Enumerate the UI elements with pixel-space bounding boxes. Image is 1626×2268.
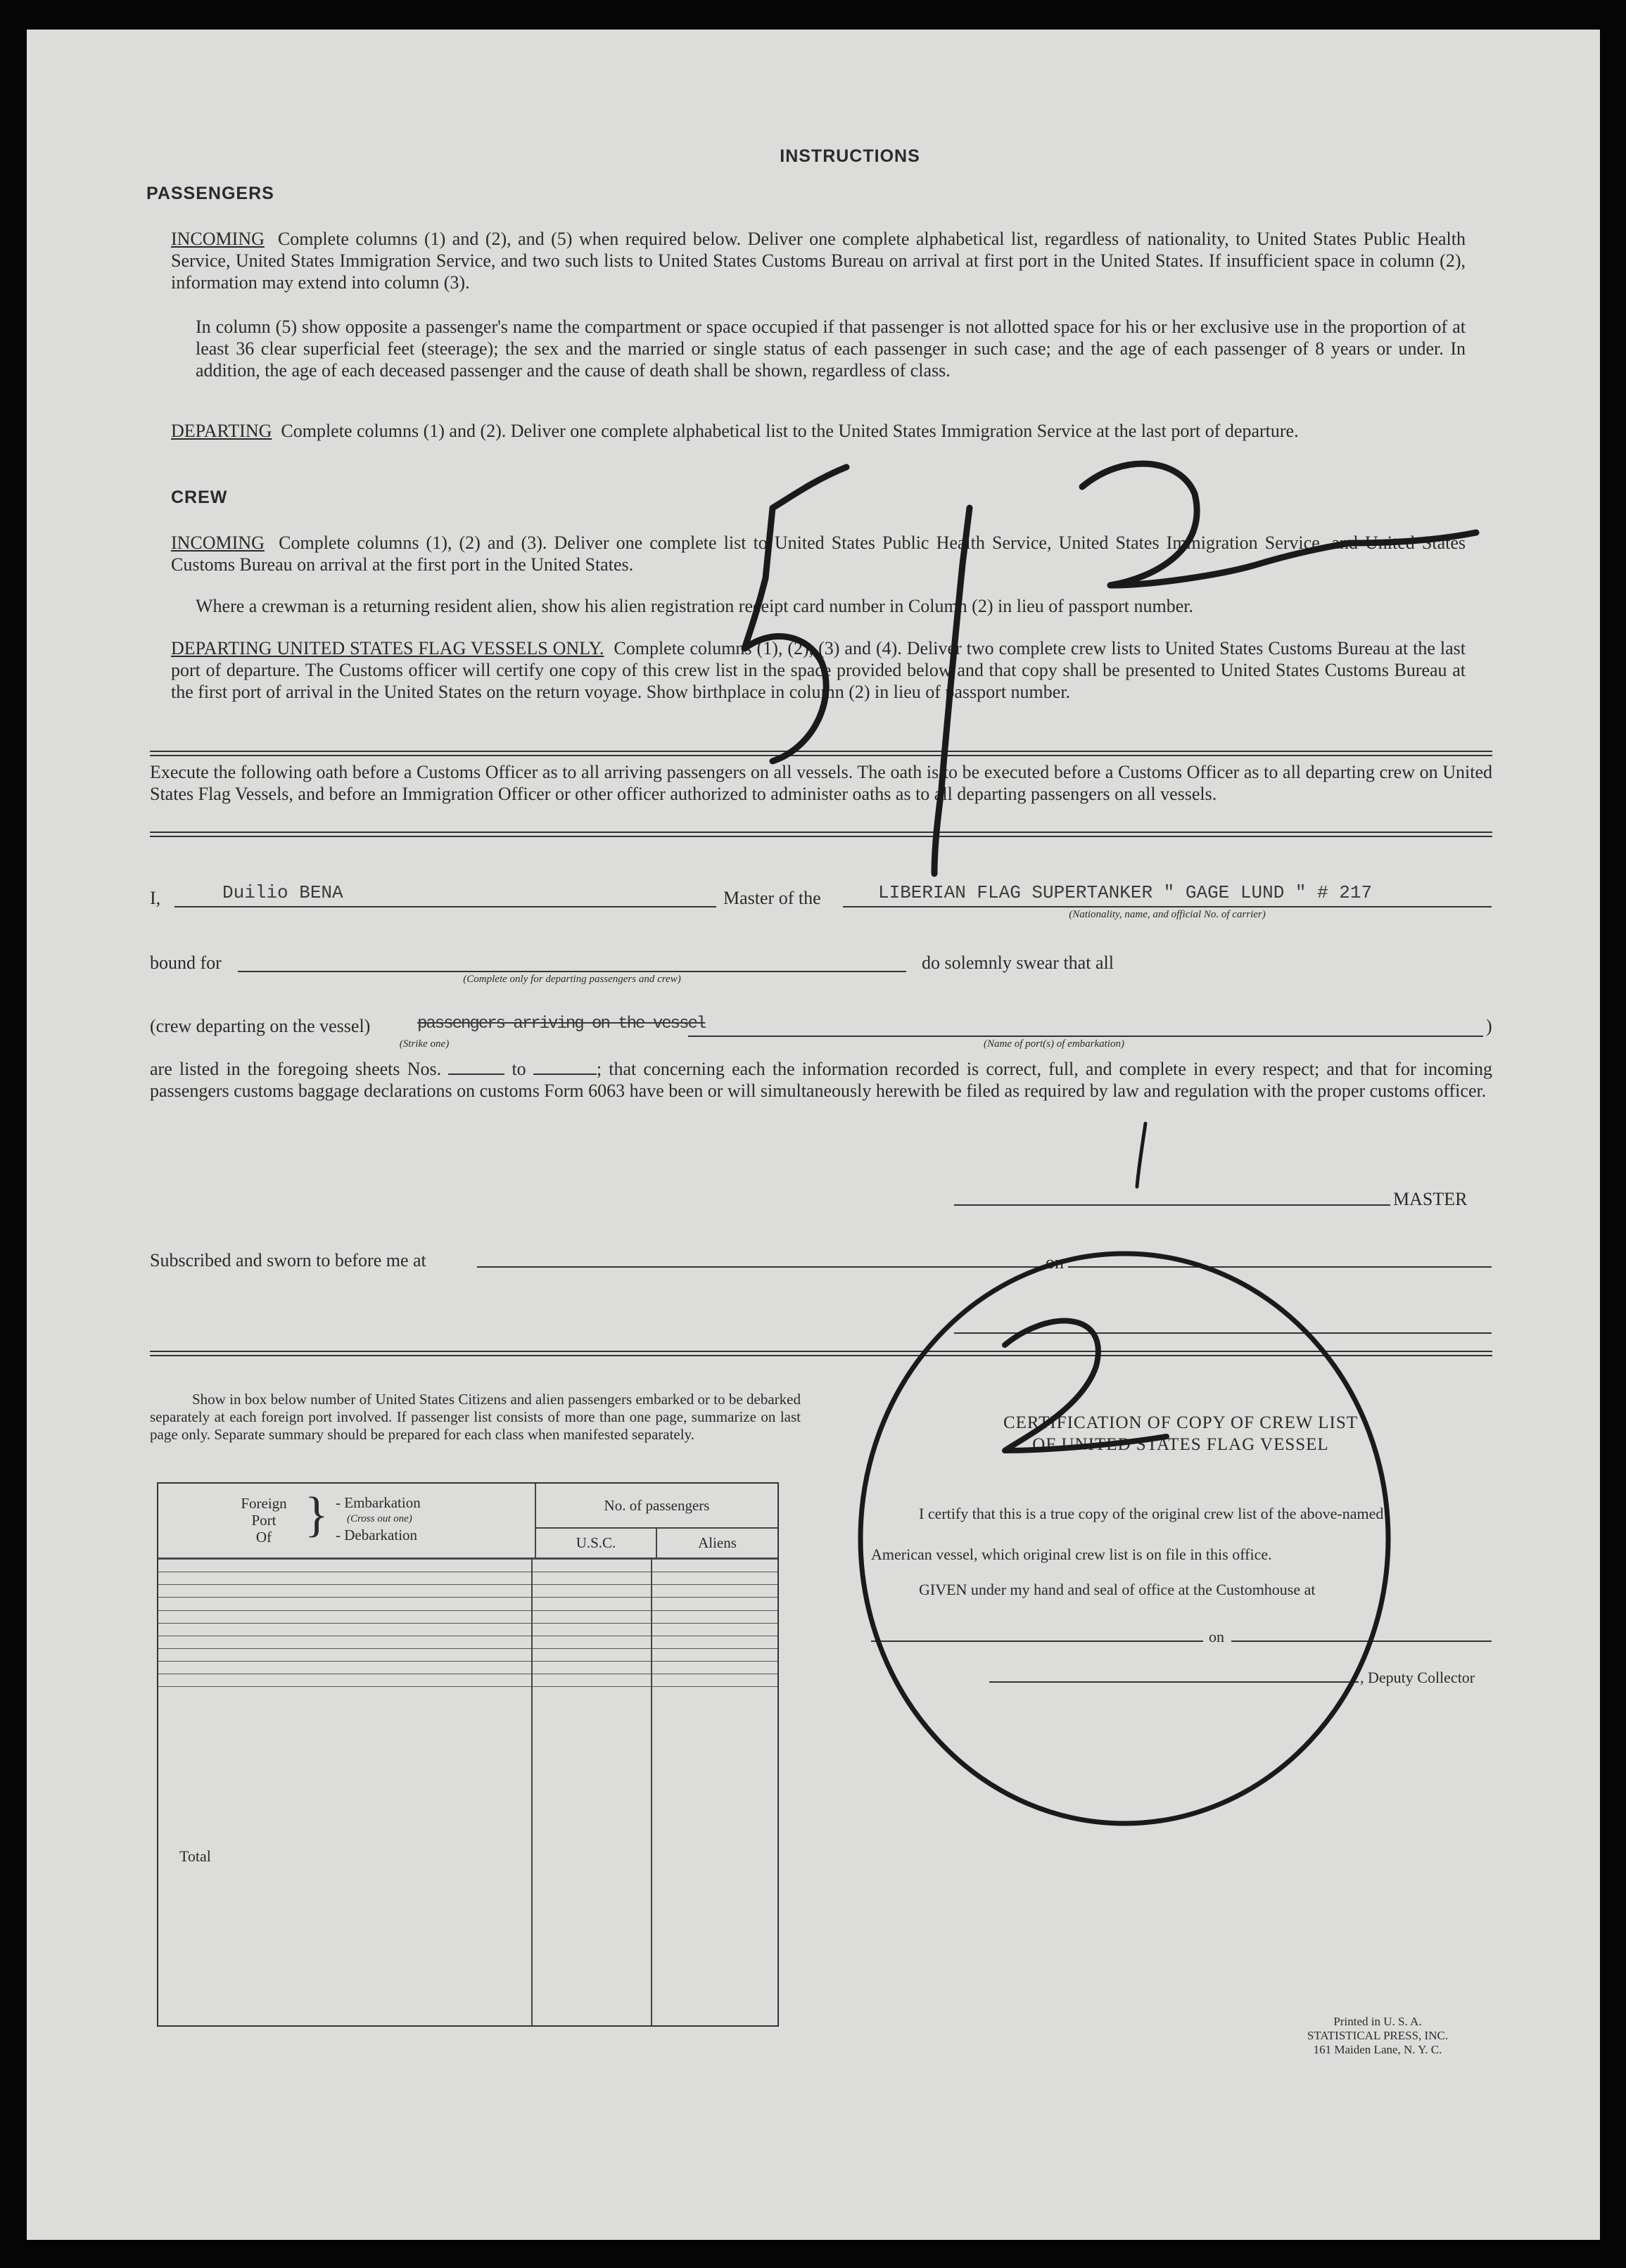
section-passengers: PASSENGERS [146,184,274,203]
brace-icon: } [305,1488,329,1542]
oath-paragraph: Execute the following oath before a Customs Officer as to all arriving passengers on all vessels. The oath is to be executed before a Customs Officer as to all departing crew on United States Flag Vessels, and before an Immigration Officer or other officer authorized to administer oaths as to all departing passengers on all vessels. [150,762,1492,804]
handwritten-marks [27,30,1600,2240]
i-label: I, [150,888,161,908]
of-label: Of [255,1529,272,1546]
cert-on-label: on [1209,1628,1224,1645]
handwritten-slash-mark [934,508,970,874]
departing-label: DEPARTING [171,421,272,441]
deputy-collector-label: , Deputy Collector [1360,1669,1475,1686]
certify-text-line1: I certify that this is a true copy of the original crew list of the above-named [919,1505,1384,1522]
certify-text-line2: American vessel, which original crew list is on file in this office. [871,1546,1272,1563]
usc-header: U.S.C. [536,1529,657,1559]
debarkation-label: - Debarkation [336,1527,418,1543]
incoming-text: Complete columns (1) and (2), and (5) when required below. Deliver one complete alphabetical list, regardless of nationality, to United States Public Health Service, United States Immigration Service, and two such lists to United States Customs Bureau on arrival at first port in the United States. If insufficient space in column (2), information may extend into column (3). [171,229,1466,293]
foreign-label: Foreign [241,1495,287,1512]
port-hint: (Name of port(s) of embarkation) [984,1038,1124,1050]
handwritten-2-mark [1082,464,1476,585]
imprint-line2: STATISTICAL PRESS, INC. [1307,2029,1449,2042]
no-of-passengers-header: No. of passengers [536,1484,777,1529]
incoming-label: INCOMING [171,229,265,249]
summary-instructions: Show in box below number of United States Citizens and alien passengers embarked or to be debarked separately at each foreign port involved. If passenger list consists of more than one page, summarize on last page only. Separate summary should be prepared for each class when manifested separately. [150,1391,801,1443]
handwritten-circled-2-mark [1005,1321,1167,1451]
certification-heading-line2: OF UNITED STATES FLAG VESSEL [1032,1435,1329,1454]
subscribed-label: Subscribed and sworn to before me at [150,1250,426,1270]
strike-text: passengers arriving on the vessel [417,1014,706,1033]
crew-departing-label: (crew departing on the vessel) [150,1016,371,1036]
sheets-label: are listed in the foregoing sheets Nos. [150,1059,442,1079]
close-paren: ) [1486,1016,1492,1036]
crew-departing-text: Complete columns (1), (2), (3) and (4). Deliver two complete crew lists to United States Customs Bureau at the last port of departure. The Customs officer will certify one copy of this crew list in the space provided below and that copy shall be presented to United States Customs Bureau at the first port of arrival in the United States on the return voyage. Show birthplace in column (2) in lieu of passport number. [171,638,1466,702]
imprint-line3: 161 Maiden Lane, N. Y. C. [1313,2043,1442,2056]
master-label: MASTER [1393,1189,1468,1209]
crew-departing-label: DEPARTING UNITED STATES FLAG VESSELS ONLY. [171,638,604,658]
cross-out-hint: (Cross out one) [347,1513,412,1524]
aliens-header: Aliens [657,1529,777,1559]
on-label: on [1046,1252,1064,1273]
imprint-line1: Printed in U. S. A. [1333,2015,1422,2028]
page-title: INSTRUCTIONS [780,146,920,166]
handwritten-circle-mark [860,1254,1388,1823]
crew-incoming-text: Complete columns (1), (2) and (3). Deliver one complete list to United States Public Health Service, United States Immigration Service, and United States Customs Bureau on arrival at the first port in the United States. [171,533,1466,575]
declaration-text: ; that concerning each the information recorded is correct, full, and complete in every respect; and that for incoming passengers customs baggage declarations on customs Form 6063 have been or will simultaneously herewith be filed as required by law and regulation with the proper customs officer. [150,1059,1492,1101]
port-label: Port [251,1512,277,1529]
bound-for-label: bound for [150,953,222,973]
handwritten-5-mark [744,467,846,761]
master-of-label: Master of the [723,888,821,908]
sheets-to-label: to [512,1059,526,1079]
handwritten-tick-mark [1137,1123,1145,1187]
bound-for-hint: (Complete only for departing passengers and crew) [463,974,681,985]
vessel-hint: (Nationality, name, and official No. of carrier) [1069,909,1266,920]
embarkation-label: - Embarkation [336,1494,421,1511]
vessel-value: LIBERIAN FLAG SUPERTANKER " GAGE LUND " # 217 [878,882,1373,903]
column5-paragraph: In column (5) show opposite a passenger's name the compartment or space occupied if that passenger is not allotted space for his or her exclusive use in the proportion of at least 36 clear superficial feet (steerage); the sex and the married or single status of each passenger in such case; and the age of each passenger of 8 years or under. In addition, the age of each deceased passenger and the cause of death shall be shown, regardless of class. [196,317,1466,381]
form-sheet [27,30,1600,2240]
master-name-value: Duilio BENA [222,882,343,903]
departing-text: Complete columns (1) and (2). Deliver one complete alphabetical list to the United States Immigration Service at the last port of departure. [281,421,1299,441]
certification-heading-line1: CERTIFICATION OF COPY OF CREW LIST [1003,1413,1359,1432]
section-crew: CREW [171,488,228,507]
crewman-paragraph: Where a crewman is a returning resident alien, show his alien registration receipt card number in Column (2) in lieu of passport number. [196,596,1194,616]
given-text: GIVEN under my hand and seal of office at the Customhouse at [919,1581,1316,1598]
strike-hint: (Strike one) [399,1038,450,1050]
total-label: Total [158,1687,532,2025]
swear-label: do solemnly swear that all [922,953,1114,973]
crew-incoming-label: INCOMING [171,533,265,553]
